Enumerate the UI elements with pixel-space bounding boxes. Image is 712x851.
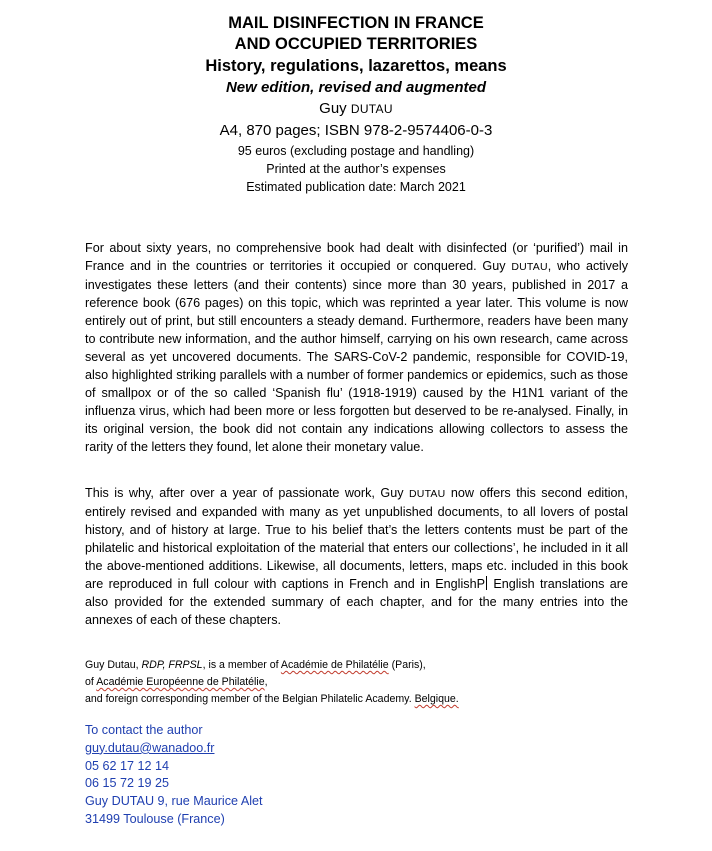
- contact-block: [85, 722, 485, 829]
- bio-name: Guy Dutau,: [85, 659, 142, 671]
- text-cursor: [486, 576, 487, 590]
- bio-academy-1: Académie de Philatélie: [280, 659, 389, 671]
- contact-heading: [85, 722, 485, 740]
- bio-belgian-text: and foreign corresponding member of the Belgian Philatelic Academy.: [85, 693, 415, 705]
- bio-academy-2: Académie Européenne de Philatélie: [96, 676, 265, 688]
- edition-note: New edition, revised and augmented: [225, 79, 487, 96]
- paragraph-intro-part2: , who actively investigates these letters (and their contents) since more than 30 years, published in 2017 a reference book (676 pages) on this topic, which was reprinted a year later. This volume is now entirely out of print, but still encounters a steady demand. Furthermore, readers have been many to contribute new information, and the author himself, carrying on his own research, came across several as yet uncovered documents. The SARS-CoV-2 pandemic, responsible for COVID-19, also highlighted striking parallels with a number of former pandemics or epidemics, such as those of smallpox or of the so called ‘Spanish flu’ (1918-1919) caused by the H1N1 variant of the influenza virus, which had been more or less forgotten but deserved to be re-analysed. Finally, in its original version, the book did not contain any indications allowing collectors to assess the rarity of the letters they found, let alone their monetary value.: [85, 259, 628, 454]
- address-line-1: Guy DUTAU 9, rue Maurice Alet: [85, 794, 263, 809]
- author-bio: [85, 657, 645, 708]
- contact-heading-text: To contact the author: [85, 723, 203, 737]
- price-line: 95 euros (excluding postage and handling): [237, 144, 475, 158]
- email-link[interactable]: guy.dutau@wanadoo.fr: [85, 740, 215, 755]
- bio-comma: ,: [264, 676, 268, 688]
- paragraph-intro-part1: For about sixty years, no comprehensive book had dealt with disinfected (or ‘purified’) mail in France and in the countries or territories it occupied or conquered. Guy: [85, 241, 628, 273]
- bio-line-3: [85, 693, 459, 705]
- paragraph-intro-author: DUTAU: [511, 261, 548, 273]
- author-name: [0, 98, 712, 120]
- paragraph-second-part3: English translations are also provided for the extended summary of each chapter, and for the many entries into the annexes of each of these chapters.: [85, 577, 628, 627]
- printed-line: Printed at the author’s expenses: [266, 162, 446, 176]
- book-subtitle: History, regulations, lazarettos, means: [205, 57, 507, 75]
- phone-1: 05 62 17 12 14: [85, 758, 170, 773]
- bio-belgique: Belgique.: [414, 693, 459, 705]
- bio-line-2: [85, 676, 268, 688]
- publication-date-line: Estimated publication date: March 2021: [246, 180, 466, 194]
- author-first-name: Guy: [319, 100, 351, 117]
- author-last-name: DUTAU: [350, 102, 393, 116]
- bio-member-text: , is a member of: [202, 659, 281, 671]
- bio-line-1: [85, 659, 426, 671]
- bio-titles: RDP, FRPSL: [141, 659, 203, 671]
- paragraph-second-part2: now offers this second edition, entirely revised and expanded with many as yet unpublished documents, to all lovers of postal history, and of history at large. True to his belief that’s the letters contents must be part of the philatelic and historical exploitation of the material that enters our collections’, he included in it all the above-mentioned additions. Likewise, all documents, letters, maps etc. included in this book are reproduced in full colour with captions in French and in EnglishP: [85, 486, 629, 591]
- paragraph-second-part1: This is why, after over a year of passionate work, Guy: [85, 486, 409, 500]
- paragraph-second-edition: [85, 484, 628, 629]
- book-header: [0, 13, 712, 196]
- book-details: A4, 870 pages; ISBN 978-2-9574406-0-3: [219, 122, 493, 139]
- title-line-1: MAIL DISINFECTION IN FRANCE: [228, 14, 484, 32]
- title-line-2: AND OCCUPIED TERRITORIES: [234, 35, 478, 53]
- address-line-2: 31499 Toulouse (France): [85, 811, 225, 826]
- paragraph-second-author: DUTAU: [409, 488, 446, 500]
- bio-of: of: [85, 676, 97, 688]
- paragraph-intro: [85, 239, 628, 456]
- phone-2: 06 15 72 19 25: [85, 776, 170, 791]
- bio-paris: (Paris),: [388, 659, 426, 671]
